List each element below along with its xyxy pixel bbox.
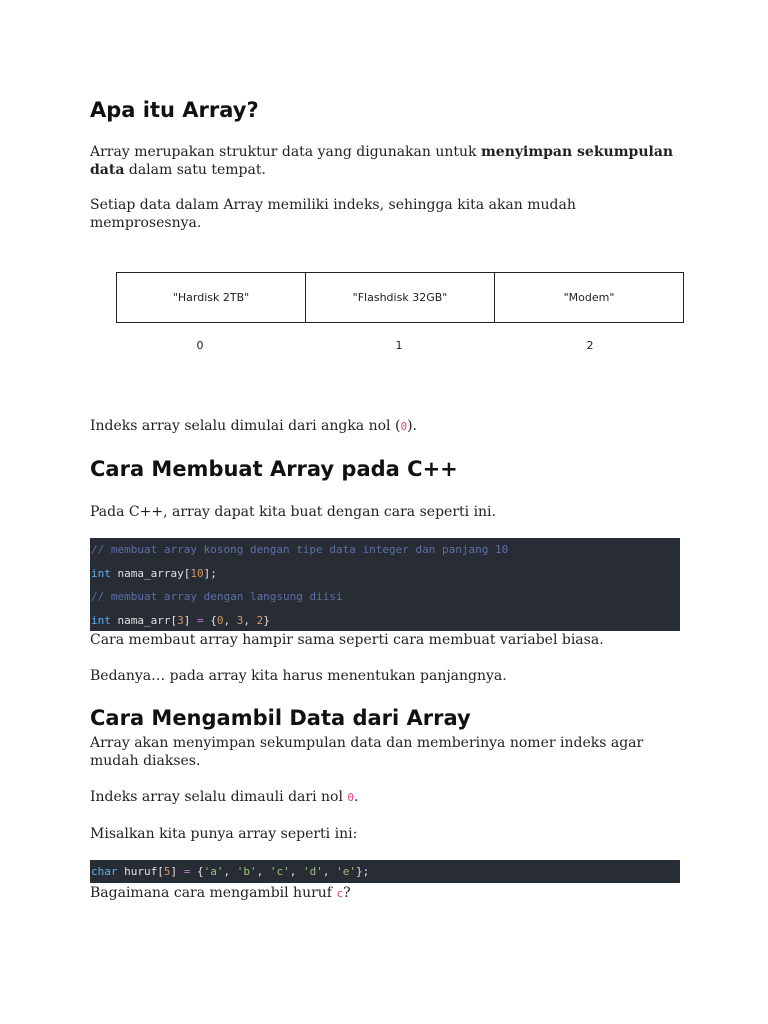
array-cell-1: "Flashdisk 32GB" <box>305 272 495 323</box>
paragraph-array-definition: Array merupakan struktur data yang digunakan untuk menyimpan sekumpulan data dalam satu tempat. <box>90 144 674 178</box>
inline-code-c: c <box>336 887 344 900</box>
paragraph-must-set-length: Bedanya… pada array kita harus menentukan panjangnya. <box>90 668 507 684</box>
array-index-1: 1 <box>395 339 403 352</box>
code-block-char-array <box>90 860 680 883</box>
array-index-2: 2 <box>586 339 594 352</box>
code-block-array-declaration <box>90 538 680 631</box>
code-comment-line: // membuat array dengan langsung diisi <box>91 590 343 603</box>
paragraph-array-stores-data: Array akan menyimpan sekumpulan data dan memberinya nomer indeks agar mudah diakses. <box>90 735 644 769</box>
paragraph-cpp-intro: Pada C++, array dapat kita buat dengan cara seperti ini. <box>90 504 496 520</box>
bold-emphasis: menyimpan sekumpulan data <box>90 144 674 178</box>
inline-code-zero: 0 <box>347 791 354 804</box>
paragraph-index-from-zero: Indeks array selalu dimauli dari nol 0. <box>90 789 359 805</box>
code-comment-line: // membuat array kosong dengan tipe data integer dan panjang 10 <box>91 543 509 556</box>
paragraph-similar-to-variable: Cara membaut array hampir sama seperti cara membuat variabel biasa. <box>90 632 604 648</box>
code-line-char-array: char huruf[5] = {'a', 'b', 'c', 'd', 'e'}; <box>91 865 370 878</box>
heading-cara-mengambil-data: Cara Mengambil Data dari Array <box>90 706 471 730</box>
inline-code-zero: 0 <box>400 420 408 433</box>
heading-cara-membuat-array: Cara Membuat Array pada C++ <box>90 457 458 481</box>
code-line-declare-empty: int nama_array[10]; <box>91 566 217 580</box>
code-line-declare-filled: int nama_arr[3] = {0, 3, 2} <box>91 613 270 627</box>
paragraph-index-starts-zero: Indeks array selalu dimulai dari angka nol (0). <box>90 418 417 434</box>
array-cell-2: "Modem" <box>494 272 684 323</box>
array-diagram <box>116 272 684 362</box>
paragraph-question-get-c: Bagaimana cara mengambil huruf c? <box>90 885 351 901</box>
array-cell-0: "Hardisk 2TB" <box>116 272 306 323</box>
array-index-0: 0 <box>196 339 204 352</box>
paragraph-example-array: Misalkan kita punya array seperti ini: <box>90 826 358 842</box>
heading-apa-itu-array: Apa itu Array? <box>90 98 259 122</box>
paragraph-array-index: Setiap data dalam Array memiliki indeks, sehingga kita akan mudah memprosesnya. <box>90 197 576 231</box>
